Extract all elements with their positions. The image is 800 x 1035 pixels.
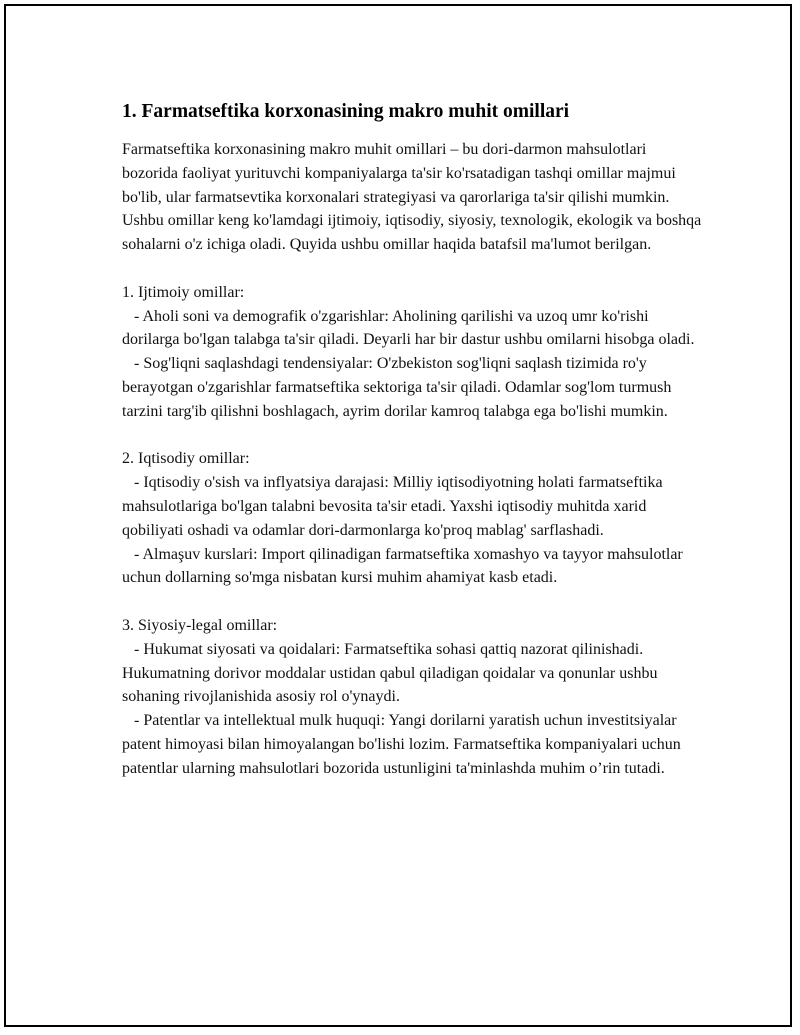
section-item: - Sog'liqni saqlashdagi tendensiyalar: O'zbekiston sog'liqni saqlash tizimida ro'y berayotgan o'zgarishlar farmatseftika sektoriga ta'sir qiladi. Odamlar sog'lom turmush tarzini targ'ib qilishni boshlagach, ayrim dorilar kamroq talabga ega bo'lishi mumkin.: [122, 355, 672, 420]
section-item: - Hukumat siyosati va qoidalari: Farmatseftika sohasi qattiq nazorat qilinishadi. Hukumatning dorivor moddalar ustidan qabul qiladigan qoidalar va qonunlar ushbu sohaning rivojlanishida asosiy rol o'ynaydi.: [122, 640, 658, 706]
document-content: [122, 98, 702, 781]
section-item: - Iqtisodiy o'sish va inflyatsiya darajasi: Milliy iqtisodiyotning holati farmatseftika mahsulotlariga bo'lgan talabni bevosita ta'sir etadi. Yaxshi iqtisodiy muhitda xarid qobiliyati oshadi va odamlar dori-darmonlarga ko'proq mablag' sarflashadi.: [122, 474, 663, 539]
spacer: [122, 590, 702, 614]
section-item: - Almaşuv kurslari: Import qilinadigan farmatseftika xomashyo va tayyor mahsulotlar uchun dollarning so'mga nisbatan kursi muhim ahamiyat kasb etadi.: [122, 545, 683, 587]
section-heading-social: 1. Ijtimoiy omillar:: [122, 283, 245, 301]
spacer: [122, 257, 702, 281]
intro-paragraph: Farmatseftika korxonasining makro muhit omillari – bu dori-darmon mahsulotlari bozorida faoliyat yurituvchi kompaniyalarga ta'sir ko'rsatadigan tashqi omillar majmui bo'lib, ular farmatsevtika korxonalari strategiyasi va qarorlariga ta'sir qilishi mumkin. Ushbu omillar keng ko'lamdagi ijtimoiy, iqtisodiy, siyosiy, texnologik, ekologik va boshqa sohalarni o'z ichiga oladi. Quyida ushbu omillar haqida batafsil ma'lumot berilgan.: [122, 141, 702, 254]
section-heading-political: 3. Siyosiy-legal omillar:: [122, 616, 278, 634]
document-page: [4, 4, 792, 1027]
section-item: - Patentlar va intellektual mulk huquqi: Yangi dorilarni yaratish uchun investitsiyalar patent himoyasi bilan himoyalangan bo'lishi lozim. Farmatseftika kompaniyalari uchun patentlar ularning mahsulotlari bozorida ustunligini ta'minlashda muhim o’rin tutadi.: [122, 712, 681, 777]
document-title: 1. Farmatseftika korxonasining makro muhit omillari: [122, 101, 570, 122]
spacer: [122, 424, 702, 448]
section-item: - Aholi soni va demografik o'zgarishlar: Aholining qarilishi va uzoq umr ko'rishi dorilarga bo'lgan talabga ta'sir qiladi. Deyarli har bir dastur ushbu omilarni hisobga oladi.: [122, 307, 695, 349]
section-heading-economic: 2. Iqtisodiy omillar:: [122, 450, 250, 468]
